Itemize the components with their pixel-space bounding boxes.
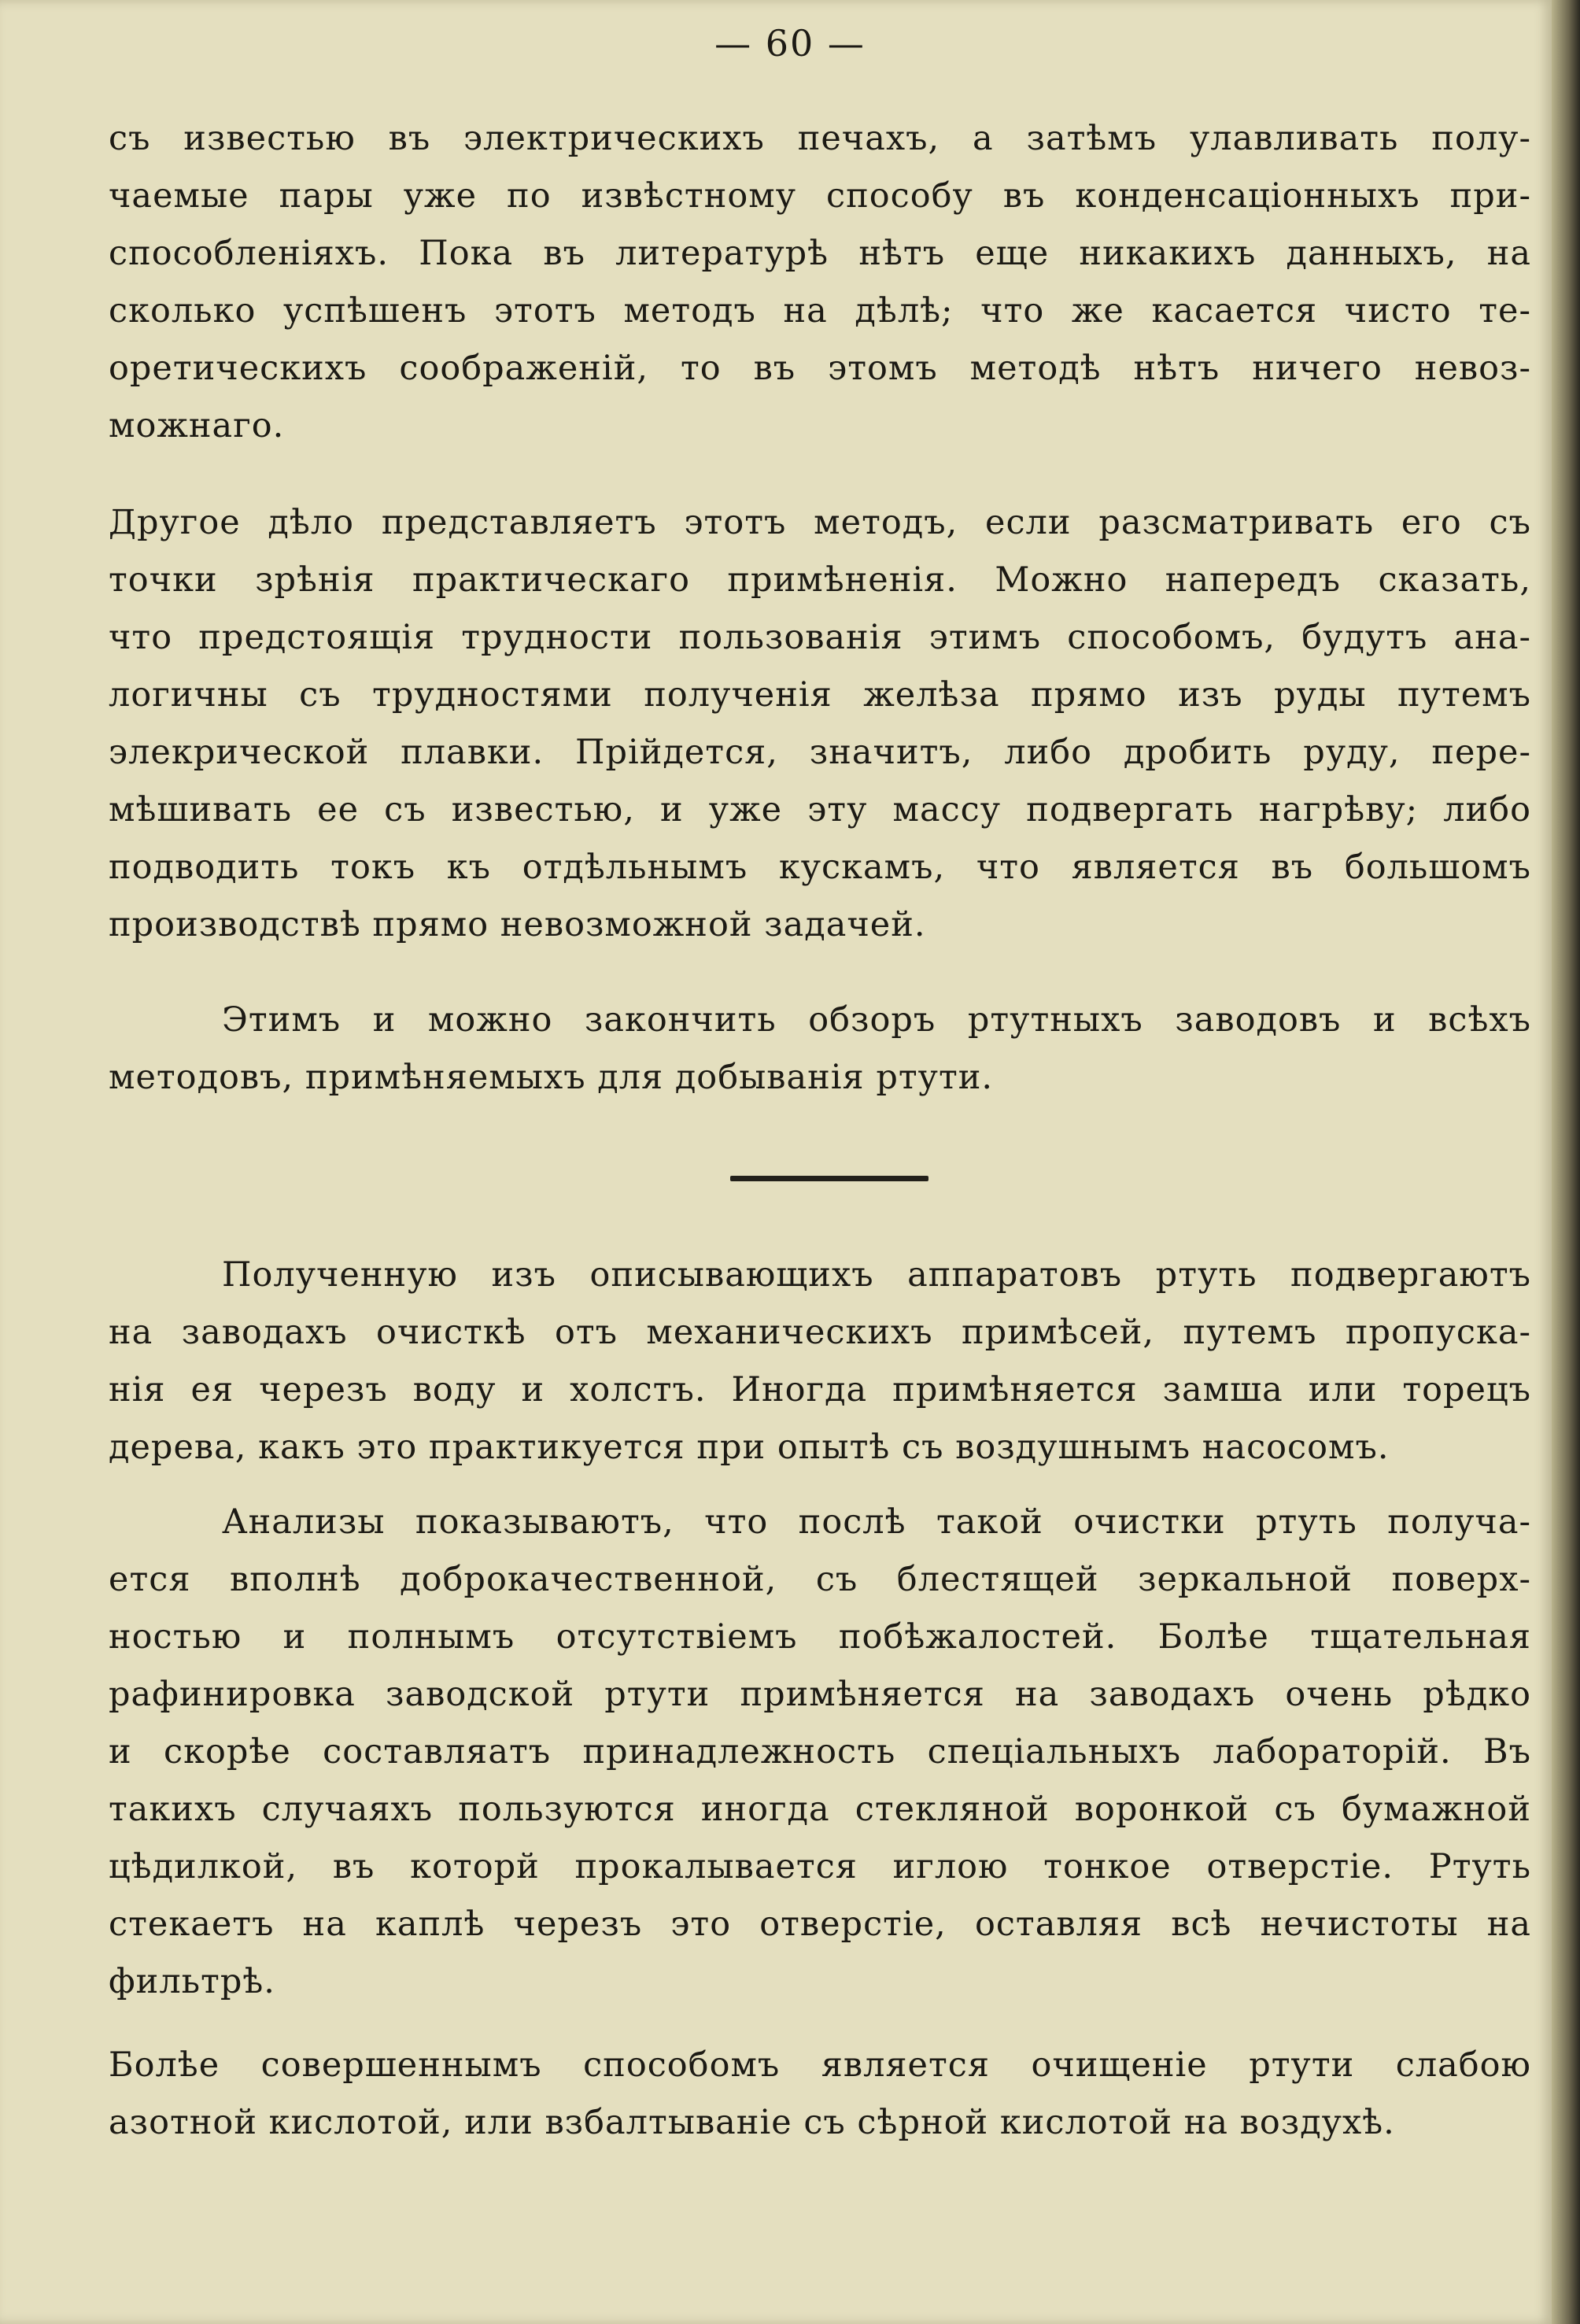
text-line: на заводахъ очисткѣ отъ механическихъ примѣсей, путемъ пропуска- xyxy=(109,1313,1531,1352)
paragraph-analyses xyxy=(109,1494,1531,2011)
text-line: съ известью въ электрическихъ печахъ, а затѣмъ улавливать полу- xyxy=(109,119,1531,158)
text-line: элекрической плавки. Прійдется, значитъ, либо дробить руду, пере- xyxy=(109,733,1531,772)
text-line: стекаетъ на каплѣ черезъ это отверстіе, оставляя всѣ нечистоты на xyxy=(109,1905,1531,1944)
text-line: ется вполнѣ доброкачественной, съ блестящей зеркальной поверх- xyxy=(109,1560,1531,1599)
text-line: рафинировка заводской ртути примѣняется на заводахъ очень рѣдко xyxy=(109,1675,1531,1714)
text-line: и скорѣе составляатъ принадлежность спеціальныхъ лабораторій. Въ xyxy=(109,1732,1531,1772)
book-spine xyxy=(1552,0,1580,2324)
paragraph-practical-application xyxy=(109,494,1531,954)
text-line: логичны съ трудностями полученія желѣза прямо изъ руды путемъ xyxy=(109,675,1531,715)
paragraph-acid-purification xyxy=(109,2037,1531,2152)
text-line: производствѣ прямо невозможной задачей. xyxy=(109,905,926,944)
text-line: методовъ, примѣняемыхъ для добыванія ртути. xyxy=(109,1058,994,1097)
paragraph-mercury-cleaning xyxy=(109,1247,1531,1476)
text-line: Анализы показываютъ, что послѣ такой очистки ртуть получа- xyxy=(222,1502,1531,1542)
text-line: Болѣе совершеннымъ способомъ является очищеніе ртути слабою xyxy=(109,2045,1531,2085)
text-line: сколько успѣшенъ этотъ методъ на дѣлѣ; что же касается чисто те- xyxy=(109,291,1531,331)
text-line: оретическихъ соображеній, то въ этомъ методѣ нѣтъ ничего невоз- xyxy=(109,349,1531,388)
section-divider xyxy=(730,1176,928,1181)
text-line: фильтрѣ. xyxy=(109,1962,275,2001)
text-line: мѣшивать ее съ известью, и уже эту массу подвергать нагрѣву; либо xyxy=(109,790,1531,829)
text-line: такихъ случаяхъ пользуются иногда стекляной воронкой съ бумажной xyxy=(109,1790,1531,1829)
text-line: цѣдилкой, въ которй прокалывается иглою тонкое отверстіе. Ртуть xyxy=(109,1847,1531,1886)
text-line: Другое дѣло представляетъ этотъ методъ, если разсматривать его съ xyxy=(109,503,1531,542)
text-line: способленіяхъ. Пока въ литературѣ нѣтъ еще никакихъ данныхъ, на xyxy=(109,234,1531,273)
text-line: азотной кислотой, или взбалтываніе съ сѣрной кислотой на воздухѣ. xyxy=(109,2103,1395,2142)
text-line: можнаго. xyxy=(109,406,285,445)
text-line: Этимъ и можно закончить обзоръ ртутныхъ заводовъ и всѣхъ xyxy=(222,1000,1531,1040)
text-line: точки зрѣнія практическаго примѣненія. Можно напередъ сказать, xyxy=(109,560,1531,600)
paragraph-electric-furnace xyxy=(109,110,1531,455)
text-line: Полученную изъ описывающихъ аппаратовъ ртуть подвергаютъ xyxy=(222,1255,1531,1295)
page-number: — 60 — xyxy=(714,22,866,65)
text-line: дерева, какъ это практикуется при опытѣ съ воздушнымъ насосомъ. xyxy=(109,1428,1390,1467)
text-line: чаемые пары уже по извѣстному способу въ конденсаціонныхъ при- xyxy=(109,176,1531,216)
text-line: нія ея черезъ воду и холстъ. Иногда примѣняется замша или торецъ xyxy=(109,1370,1531,1410)
text-line: подводить токъ къ отдѣльнымъ кускамъ, что является въ большомъ xyxy=(109,848,1531,887)
text-line: ностью и полнымъ отсутствіемъ побѣжалостей. Болѣе тщательная xyxy=(109,1617,1531,1657)
paragraph-conclusion xyxy=(109,992,1531,1107)
text-line: что предстоящія трудности пользованія этимъ способомъ, будутъ ана- xyxy=(109,618,1531,657)
